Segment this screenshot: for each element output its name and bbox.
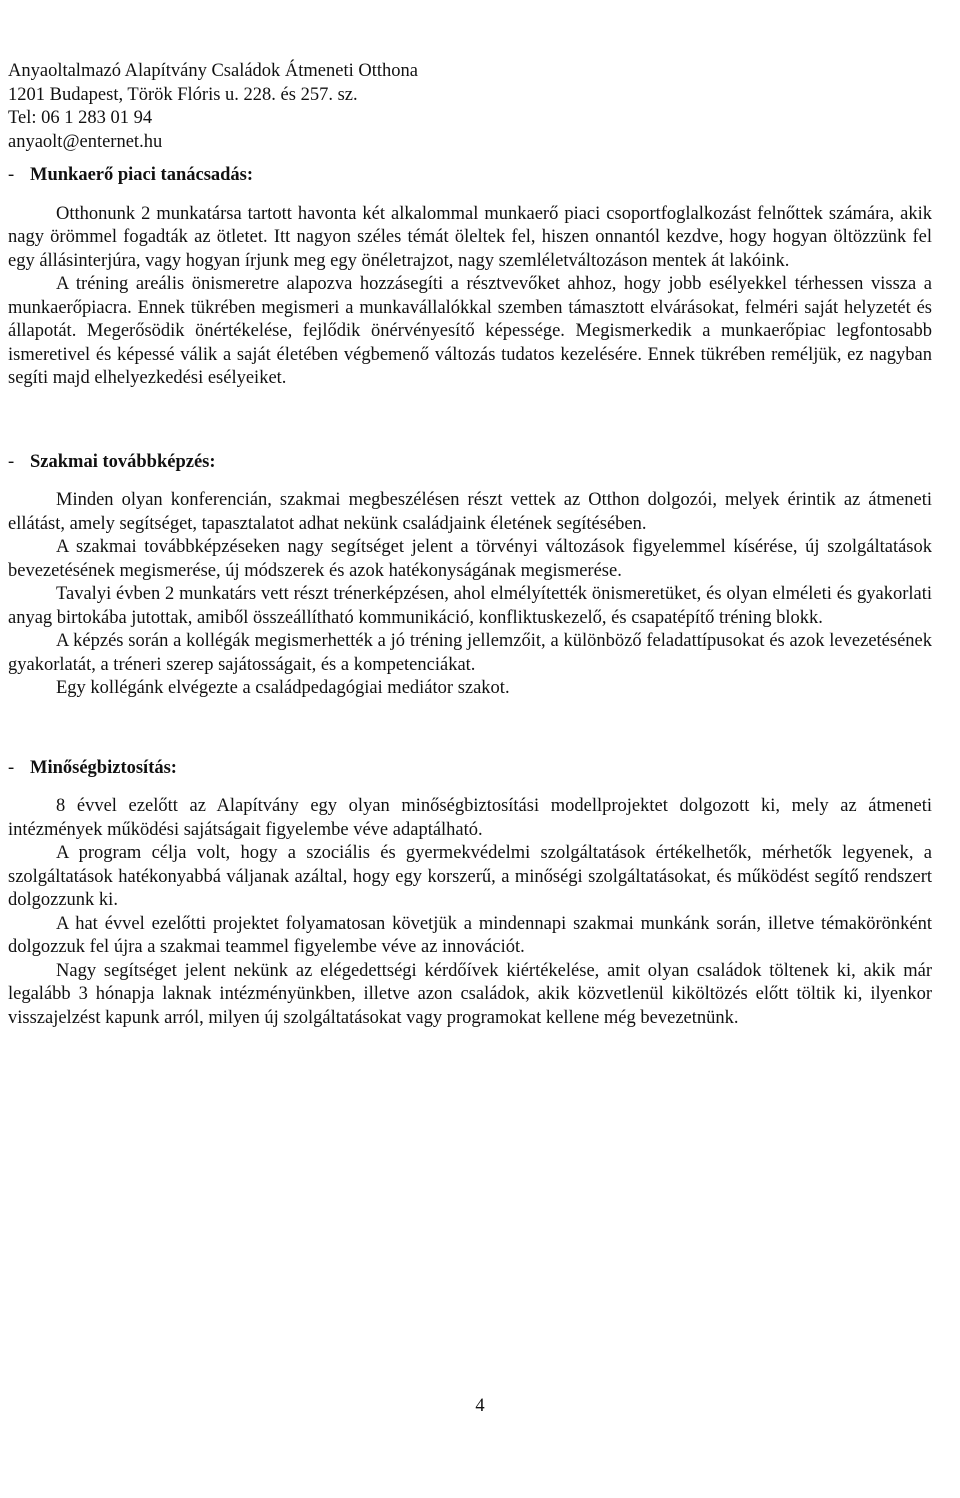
paragraph: A hat évvel ezelőtti projektet folyamatosan követjük a mindennapi szakmai munkánk során, illetve témakörönként dolgozzuk fel újra a szakmai teammel figyelembe véve az innovációt. (8, 913, 932, 957)
section-heading (8, 757, 932, 781)
section-heading (8, 451, 932, 475)
paragraph: Otthonunk 2 munkatársa tartott havonta két alkalommal munkaerő piaci csoportfoglalkozást felnőttek számára, akik nagy örömmel fogadták az ötletet. Itt nagyon széles témát öleltek fel, hiszen onnantól kezdve, hogy hogyan öltözzünk fel egy állásinterjúra, vagy hogyan írjunk meg egy önéletrajzot, nagy szemléletváltozáson mentek át lakóink. (8, 203, 932, 271)
letterhead (8, 60, 932, 154)
paragraph: Nagy segítséget jelent nekünk az elégedettségi kérdőívek kiértékelése, amit olyan családok töltenek ki, akik már legalább 3 hónapja laknak intézményünkben, illetve azon családok, akik közvetlenül kiköltözés előtt töltik ki, ilyenkor visszajelzést kapunk arról, milyen új szolgáltatásokat vagy programokat kellene még bevezetnünk. (8, 960, 932, 1028)
section-labor-market-counseling (8, 164, 932, 391)
section-heading-text: Munkaerő piaci tanácsadás: (30, 165, 254, 185)
section-heading-text: Minőségbiztosítás: (30, 757, 177, 778)
section-heading (8, 164, 932, 188)
heading-dash: - (8, 757, 15, 778)
paragraph: A tréning areális önismeretre alapozva hozzásegíti a résztvevőket ahhoz, hogy jobb esélyekkel térhessen vissza a munkaerőpiacra. Ennek tükrében megismeri a munkavállalókkal szemben támasztott elvárásokat, felméri saját helyzetét és állapotát. Megerősödik önértékelése, fejlődik önérvényesítő képessége. Megismerkedik a munkaerőpiac legfontosabb ismeretivel és képessé válik a saját életében végbemenő változás tudatos kezelésére. Ennek tükrében reméljük, ez nagyban segíti majd elhelyezkedési esélyeiket. (8, 274, 932, 388)
section-heading-text: Szakmai továbbképzés: (30, 451, 216, 472)
paragraph: A program célja volt, hogy a szociális és gyermekvédelmi szolgáltatások értékelhetők, mérhetők legyenek, a szolgáltatások hatékonyabbá váljanak azáltal, hogy egy korszerű, a minőségi szolgáltatásokat, és működést segítő rendszert dolgozzunk ki. (8, 843, 932, 910)
organization-phone: Tel: 06 1 283 01 94 (8, 108, 153, 128)
organization-email: anyaolt@enternet.hu (8, 131, 163, 152)
document-page (8, 60, 932, 1030)
section-professional-training (8, 451, 932, 701)
section-quality-assurance (8, 757, 932, 1031)
heading-dash: - (8, 451, 15, 472)
heading-dash: - (8, 165, 15, 185)
organization-address: 1201 Budapest, Török Flóris u. 228. és 257. sz. (8, 84, 358, 105)
paragraph: A szakmai továbbképzéseken nagy segítséget jelent a törvényi változások figyelemmel kísérése, új szolgáltatások bevezetésének megismerése, új módszerek és azok hatékonyságának megismerése. (8, 537, 932, 581)
paragraph: A képzés során a kollégák megismerhették a jó tréning jellemzőit, a különböző feladattípusokat és azok levezetésének gyakorlatát, a tréneri szerep sajátosságait, és a kompetenciákat. (8, 631, 932, 675)
paragraph: Tavalyi évben 2 munkatárs vett részt trénerképzésen, ahol elmélyítették önismeretüket, és olyan elméleti és gyakorlati anyag birtokába jutottak, amiből összeállítható kommunikáció, konfliktuskezelő, és csapatépítő tréning blokk. (8, 584, 932, 628)
page-number: 4 (475, 1396, 485, 1416)
paragraph: Egy kollégánk elvégezte a családpedagógiai mediátor szakot. (56, 678, 510, 698)
organization-name: Anyaoltalmazó Alapítvány Családok Átmeneti Otthona (8, 61, 418, 81)
paragraph: Minden olyan konferencián, szakmai megbeszélésen részt vettek az Otthon dolgozói, melyek érintik az átmeneti ellátást, amely segítséget, tapasztalatot adhat nekünk családjaink életének segítésében. (8, 490, 932, 534)
paragraph: 8 évvel ezelőtt az Alapítvány egy olyan minőségbiztosítási modellprojektet dolgozott ki, mely az átmeneti intézmények működési sajátságait figyelembe véve adaptálható. (8, 796, 932, 840)
